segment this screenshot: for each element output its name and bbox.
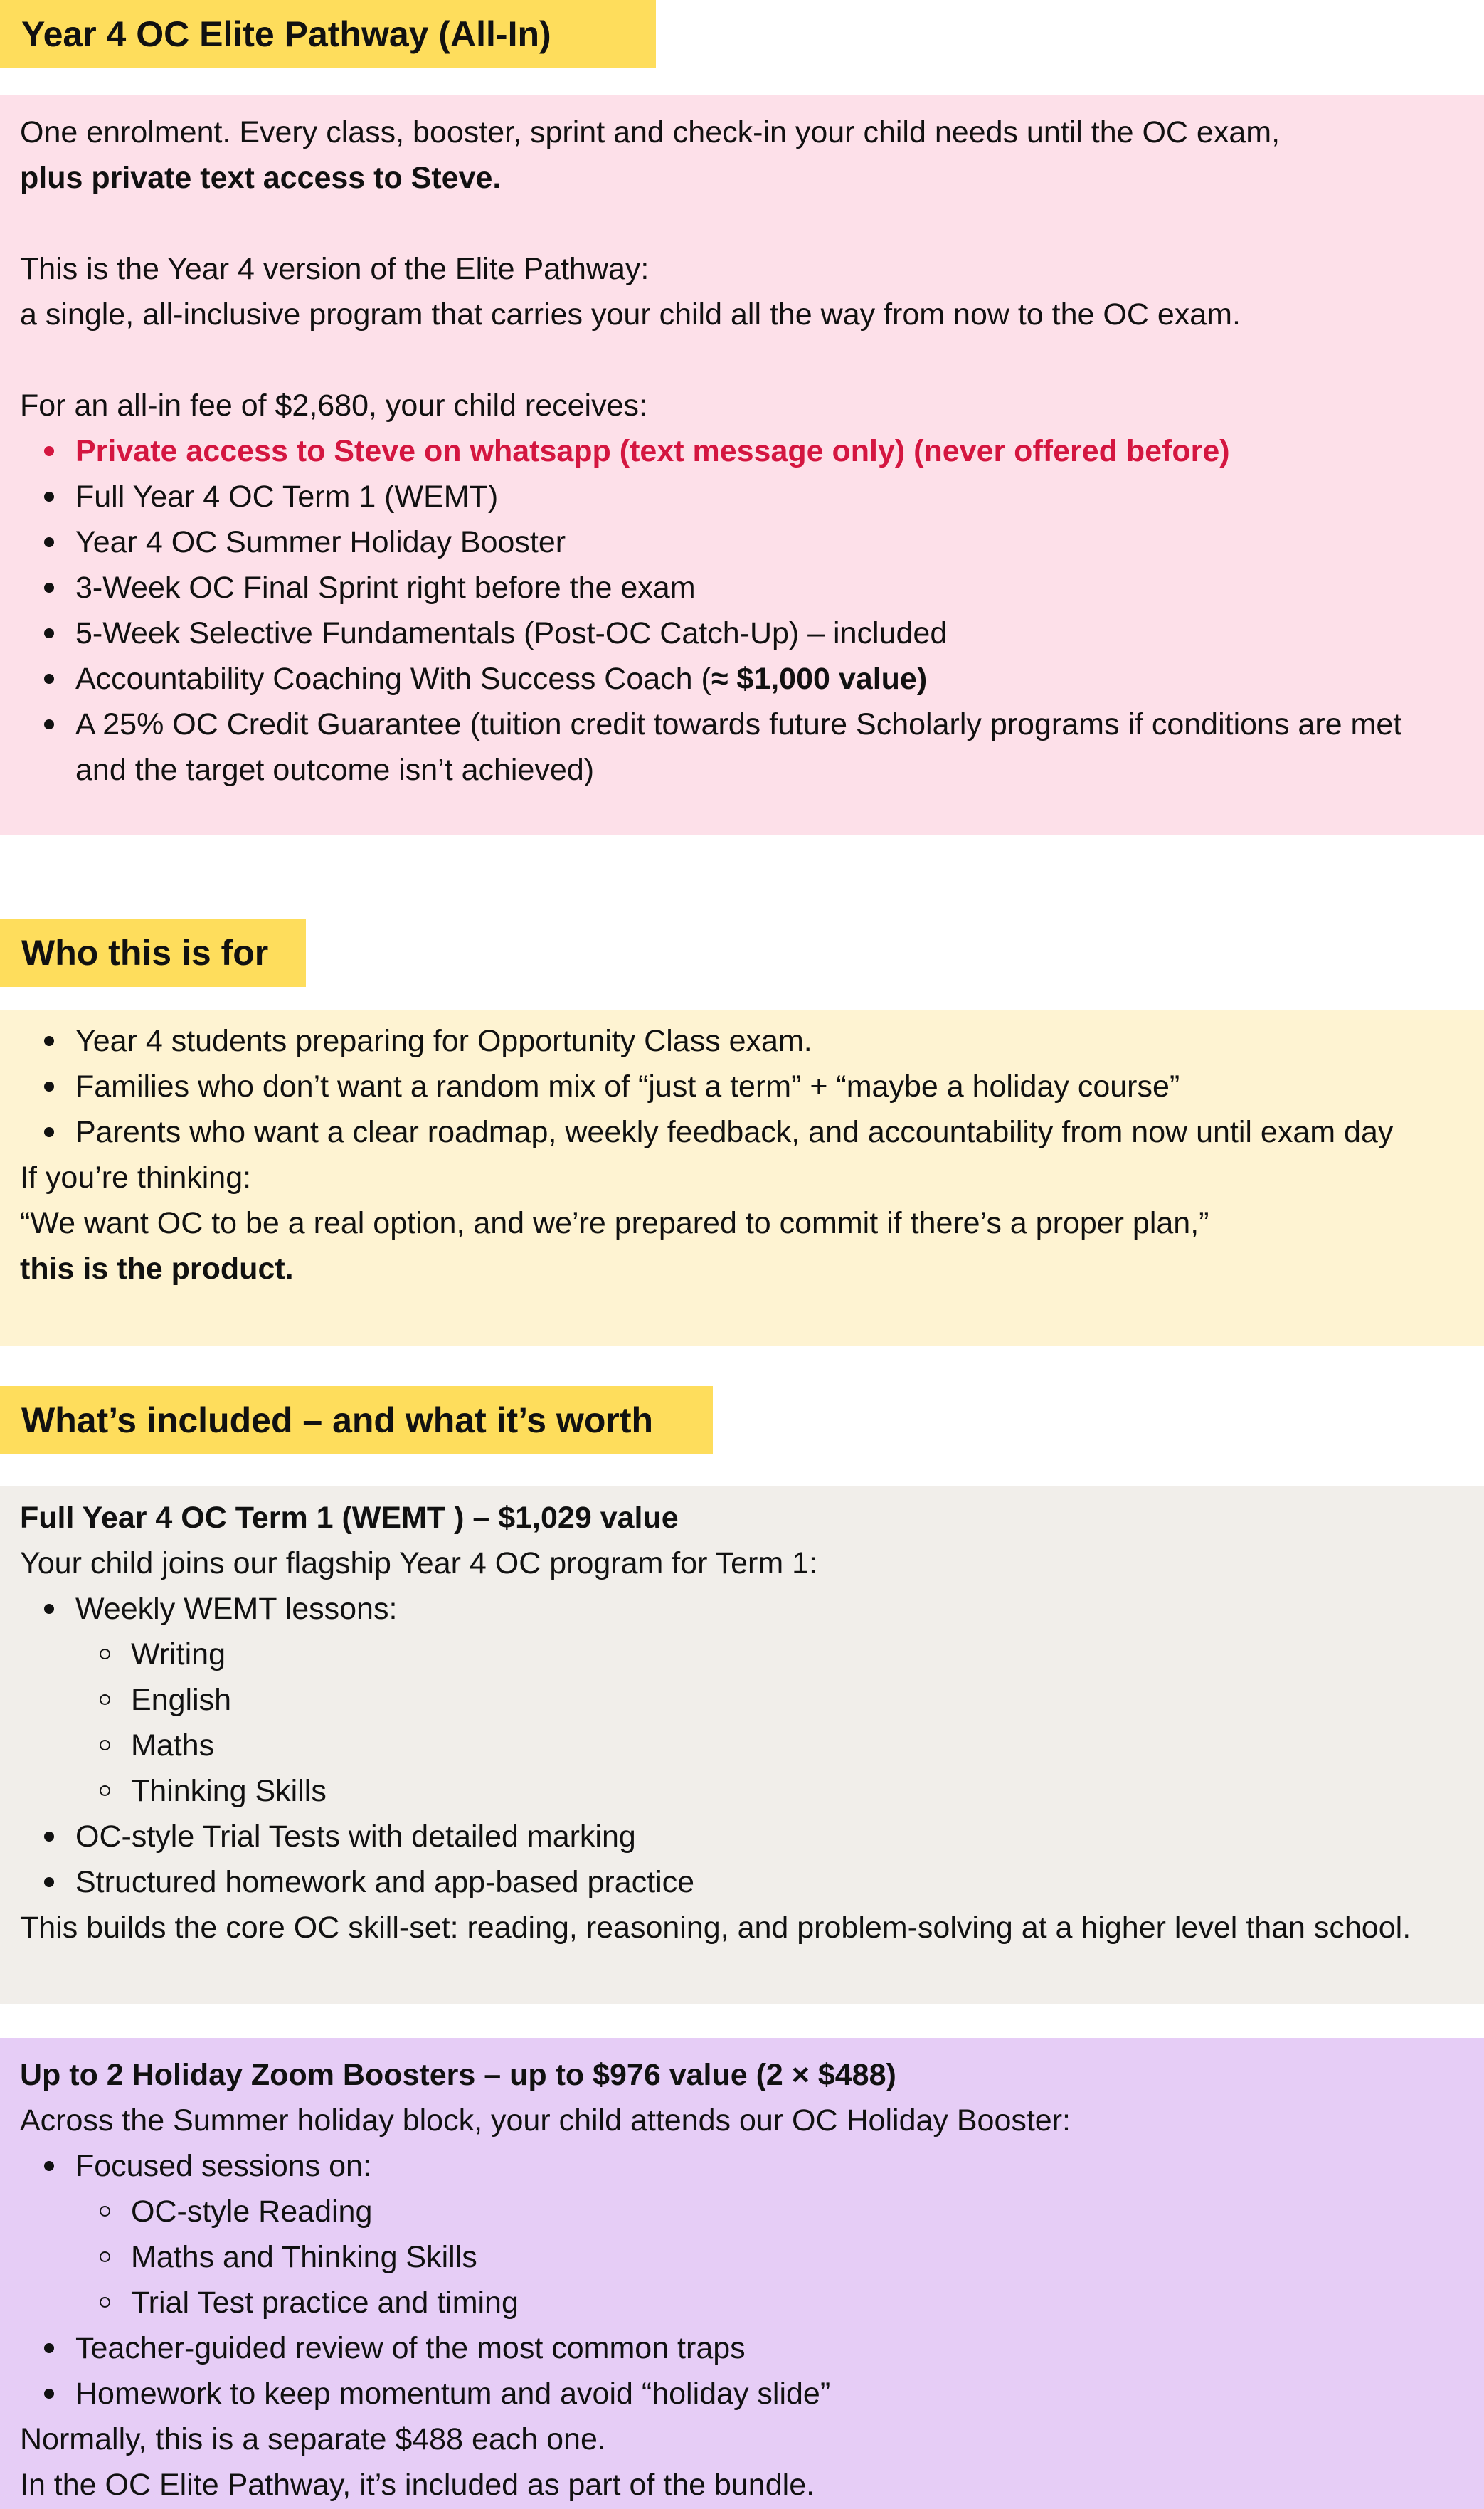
list-item: Full Year 4 OC Term 1 (WEMT) xyxy=(20,474,1456,519)
pink-overview-block xyxy=(0,95,1484,835)
closing-line: this is the product. xyxy=(20,1252,294,1286)
gray-term-block xyxy=(0,1486,1484,2004)
list-item: Focused sessions on: OC-style Reading Maths and Thinking Skills Trial Test practice and timing xyxy=(20,2143,1456,2325)
term-intro: Your child joins our flagship Year 4 OC program for Term 1: xyxy=(20,1546,817,1580)
list-item: Thinking Skills xyxy=(75,1768,1456,1814)
lavender-booster-block xyxy=(0,2038,1484,2509)
section-heading-who-for: Who this is for xyxy=(0,919,306,987)
fee-line: For an all-in fee of $2,680, your child receives: xyxy=(20,389,647,423)
intro-line: One enrolment. Every class, booster, sprint and check-in your child needs until the OC exam, xyxy=(20,115,1281,149)
focus-list xyxy=(75,2189,1456,2325)
benefits-list xyxy=(20,428,1456,793)
intro-line-bold: plus private text access to Steve. xyxy=(20,161,502,195)
list-item: A 25% OC Credit Guarantee (tuition credit towards future Scholarly programs if conditions are met and the target outcome isn’t achieved) xyxy=(20,702,1456,793)
list-item: Maths xyxy=(75,1723,1456,1768)
audience-list xyxy=(20,1018,1456,1155)
subject-list xyxy=(75,1632,1456,1814)
booster-list xyxy=(20,2143,1456,2416)
list-item: English xyxy=(75,1677,1456,1723)
list-item: OC-style Trial Tests with detailed marking xyxy=(20,1814,1456,1859)
list-item: Weekly WEMT lessons: Writing English Maths Thinking Skills xyxy=(20,1586,1456,1814)
list-item: Trial Test practice and timing xyxy=(75,2280,1456,2325)
list-item: Homework to keep momentum and avoid “holiday slide” xyxy=(20,2371,1456,2416)
booster-intro: Across the Summer holiday block, your child attends our OC Holiday Booster: xyxy=(20,2103,1071,2138)
section-heading-whats-included: What’s included – and what it’s worth xyxy=(0,1386,713,1454)
list-item: Year 4 students preparing for Opportunity Class exam. xyxy=(20,1018,1456,1064)
list-item: Private access to Steve on whatsapp (text message only) (never offered before) xyxy=(20,428,1456,474)
list-item: Accountability Coaching With Success Coach (≈ $1,000 value) xyxy=(20,656,1456,702)
elite-version-line: This is the Year 4 version of the Elite Pathway: xyxy=(20,252,650,286)
list-item: Maths and Thinking Skills xyxy=(75,2234,1456,2280)
section-heading-elite-pathway: Year 4 OC Elite Pathway (All-In) xyxy=(0,0,656,68)
list-item: Teacher-guided review of the most common traps xyxy=(20,2325,1456,2371)
quote-line: “We want OC to be a real option, and we’re prepared to commit if there’s a proper plan,” xyxy=(20,1206,1209,1240)
list-item: Families who don’t want a random mix of “just a term” + “maybe a holiday course” xyxy=(20,1064,1456,1109)
all-inclusive-line: a single, all-inclusive program that carries your child all the way from now to the OC exam. xyxy=(20,297,1241,332)
list-item: OC-style Reading xyxy=(75,2189,1456,2234)
term-summary: This builds the core OC skill-set: reading, reasoning, and problem-solving at a higher level than school. xyxy=(20,1911,1411,1945)
thinking-line: If you’re thinking: xyxy=(20,1161,252,1195)
term-list xyxy=(20,1586,1456,1905)
list-item: Year 4 OC Summer Holiday Booster xyxy=(20,519,1456,565)
cream-audience-block xyxy=(0,1010,1484,1346)
list-item: Structured homework and app-based practice xyxy=(20,1859,1456,1905)
term-title: Full Year 4 OC Term 1 (WEMT ) – $1,029 value xyxy=(20,1501,679,1535)
booster-normally-line: Normally, this is a separate $488 each one. xyxy=(20,2422,606,2456)
list-item: Writing xyxy=(75,1632,1456,1677)
booster-included-line: In the OC Elite Pathway, it’s included as part of the bundle. xyxy=(20,2468,815,2502)
list-item: 5-Week Selective Fundamentals (Post-OC Catch-Up) – included xyxy=(20,611,1456,656)
list-item: 3-Week OC Final Sprint right before the exam xyxy=(20,565,1456,611)
list-item: Parents who want a clear roadmap, weekly feedback, and accountability from now until exam day xyxy=(20,1109,1456,1155)
booster-title: Up to 2 Holiday Zoom Boosters – up to $976 value (2 × $488) xyxy=(20,2058,896,2092)
